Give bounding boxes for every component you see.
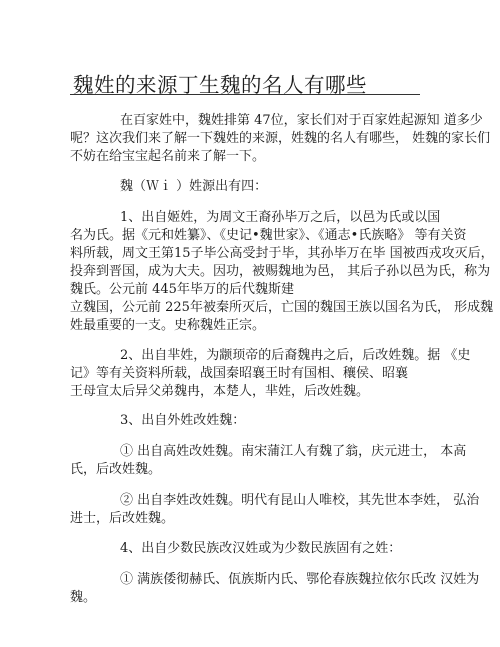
body-line: 名为氏。据《元和姓纂》、《史记•魏世家》、《通志•氏族略》 等有关资 [70,228,467,243]
body-line: 投奔到晋国，成为大夫。因功，被赐魏地为邑， 其后子孙以邑为氏，称为 [70,264,491,279]
body-line: 魏（Ｗｉ ）姓源出有四： [120,179,268,194]
body-line: 进士，后改姓魏。 [70,511,175,526]
body-line: ② 出自李姓改姓魏。明代有昆山人唯校，其先世本李姓， 弘治 [120,493,480,508]
body-line: 在百家姓中，魏姓排第 47位，家长们对于百家姓起源知 道多少 [120,113,483,128]
body-line: 王母宣太后异父弟魏冉，本楚人，芈姓，后改姓魏。 [70,384,370,399]
body-line: 魏氏。公元前 445年毕万的后代魏斯建 [70,282,294,297]
body-line: 氏，后改姓魏。 [70,462,162,477]
body-line: 4、出自少数民族改汉姓或为少数民族固有之姓： [120,541,402,556]
body-line: 立魏国，公元前 225年被秦所灭后，亡国的魏国王族以国名为氏， 形成魏 [70,300,494,315]
body-line: 记》等有关资料所载，战国秦昭襄王时有国相、穰侯、昭襄 [70,366,409,381]
body-line: ① 出自高姓改姓魏。南宋蒲江人有魏了翁，庆元进士， 本高 [120,444,467,459]
body-line: 姓最重要的一支。史称魏姓正宗。 [70,318,266,333]
body-line: 2、出自芈姓，为颛顼帝的后裔魏冉之后，后改姓魏。据 《史 [120,348,471,363]
title-underline [70,94,420,95]
body-line: 3、出自外姓改姓魏： [120,413,246,428]
body-line: 魏。 [70,590,97,605]
body-line: ① 满族倭彻赫氏、佤族斯内氏、鄂伦春族魏拉依尔氏改 汉姓为 [120,572,480,587]
body-line: 料所载，周文王第15子毕公高受封于毕，其孙毕万在毕 国被西戎攻灭后， [70,246,494,261]
body-line: 不妨在给宝宝起名前来了解一下。 [70,149,266,164]
article-title: 魏姓的来源丁生魏的名人有哪些 [73,73,367,97]
body-line: 呢？这次我们来了解一下魏姓的来源，姓魏的名人有哪些， 姓魏的家长们 [70,131,491,146]
body-line: 1、出自姬姓，为周文王裔孙毕万之后，以邑为氏或以国 [120,210,441,225]
